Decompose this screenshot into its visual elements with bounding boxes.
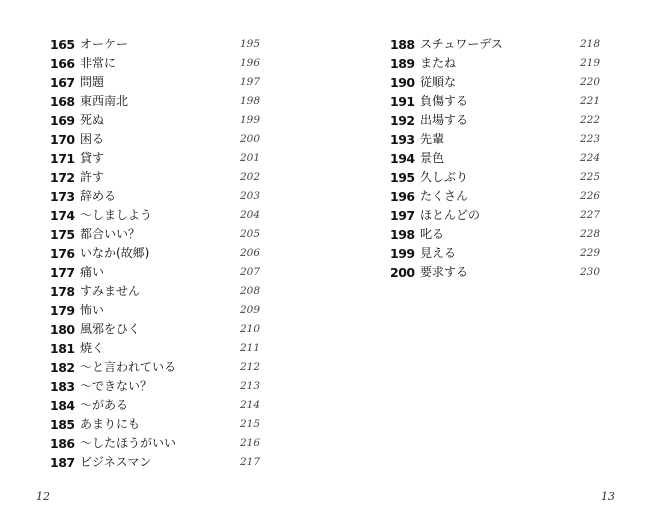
- toc-entry[interactable]: [390, 187, 600, 206]
- entry-number: 194: [390, 151, 415, 166]
- entry-number: 196: [390, 189, 415, 204]
- entry-number: 193: [390, 132, 415, 147]
- entry-page: 217: [239, 456, 260, 468]
- entry-term: 叱る: [420, 227, 445, 241]
- entry-term: あまりにも: [80, 417, 141, 431]
- entry-page: 202: [239, 171, 260, 183]
- entry-number: 174: [50, 208, 75, 223]
- entry-page: 199: [239, 114, 260, 126]
- entry-number: 178: [50, 284, 75, 299]
- entry-term: 見える: [420, 246, 457, 260]
- entry-term: すみません: [80, 284, 141, 298]
- entry-page: 195: [239, 38, 260, 50]
- entry-page: 212: [239, 361, 260, 373]
- entry-page: 226: [579, 190, 600, 202]
- entry-number: 165: [50, 37, 75, 52]
- toc-entry[interactable]: [50, 73, 260, 92]
- entry-term: いなか(故郷): [80, 246, 150, 260]
- entry-term: ～したほうがいい: [80, 436, 177, 450]
- entry-page: 222: [579, 114, 600, 126]
- entry-term: 痛い: [80, 265, 105, 279]
- entry-page: 208: [239, 285, 260, 297]
- entry-number: 199: [390, 246, 415, 261]
- entry-term: 焼く: [80, 341, 105, 355]
- toc-entry[interactable]: [50, 111, 260, 130]
- entry-page: 215: [239, 418, 260, 430]
- entry-page: 196: [239, 57, 260, 69]
- toc-entry[interactable]: [390, 206, 600, 225]
- entry-term: 貸す: [80, 151, 105, 165]
- entry-page: 205: [239, 228, 260, 240]
- toc-entry[interactable]: [50, 453, 260, 472]
- entry-page: 213: [239, 380, 260, 392]
- entry-term: 東西南北: [80, 94, 129, 108]
- entry-term: 許す: [80, 170, 105, 184]
- entry-number: 170: [50, 132, 75, 147]
- entry-number: 191: [390, 94, 415, 109]
- entry-number: 181: [50, 341, 75, 356]
- left-page-toc: [50, 35, 260, 472]
- toc-entry[interactable]: [50, 92, 260, 111]
- entry-page: 229: [579, 247, 600, 259]
- entry-number: 190: [390, 75, 415, 90]
- entry-number: 175: [50, 227, 75, 242]
- entry-page: 210: [239, 323, 260, 335]
- entry-page: 228: [579, 228, 600, 240]
- entry-number: 185: [50, 417, 75, 432]
- toc-entry[interactable]: [390, 244, 600, 263]
- toc-entry[interactable]: [390, 225, 600, 244]
- entry-term: 負傷する: [420, 94, 469, 108]
- entry-page: 218: [579, 38, 600, 50]
- entry-number: 186: [50, 436, 75, 451]
- entry-number: 168: [50, 94, 75, 109]
- entry-number: 180: [50, 322, 75, 337]
- entry-number: 171: [50, 151, 75, 166]
- entry-page: 219: [579, 57, 600, 69]
- entry-term: 先輩: [420, 132, 445, 146]
- entry-page: 230: [579, 266, 600, 278]
- entry-number: 192: [390, 113, 415, 128]
- entry-number: 188: [390, 37, 415, 52]
- entry-term: またね: [420, 56, 457, 70]
- toc-entry[interactable]: [390, 168, 600, 187]
- entry-number: 183: [50, 379, 75, 394]
- toc-entry[interactable]: [50, 130, 260, 149]
- entry-number: 167: [50, 75, 75, 90]
- toc-entry[interactable]: [390, 111, 600, 130]
- entry-term: 非常に: [80, 56, 117, 70]
- toc-entry[interactable]: [50, 301, 260, 320]
- entry-term: スチュワーデス: [420, 37, 503, 51]
- entry-page: 220: [579, 76, 600, 88]
- toc-entry[interactable]: [50, 339, 260, 358]
- toc-entry[interactable]: [390, 73, 600, 92]
- toc-entry[interactable]: [50, 415, 260, 434]
- toc-entry[interactable]: [50, 168, 260, 187]
- right-page-toc: [390, 35, 600, 282]
- toc-entry[interactable]: [50, 320, 260, 339]
- entry-term: 死ぬ: [80, 113, 105, 127]
- entry-page: 216: [239, 437, 260, 449]
- entry-number: 187: [50, 455, 75, 470]
- toc-entry[interactable]: [50, 54, 260, 73]
- right-page-number: 13: [601, 490, 615, 503]
- toc-entry[interactable]: [50, 206, 260, 225]
- toc-entry[interactable]: [390, 54, 600, 73]
- entry-page: 225: [579, 171, 600, 183]
- toc-entry[interactable]: [50, 225, 260, 244]
- entry-page: 227: [579, 209, 600, 221]
- entry-term: ビジネスマン: [80, 455, 152, 469]
- entry-term: 問題: [80, 75, 105, 89]
- entry-term: たくさん: [420, 189, 469, 203]
- entry-page: 214: [239, 399, 260, 411]
- entry-number: 169: [50, 113, 75, 128]
- toc-entry[interactable]: [50, 263, 260, 282]
- entry-page: 203: [239, 190, 260, 202]
- entry-term: 怖い: [80, 303, 105, 317]
- toc-entry[interactable]: [50, 282, 260, 301]
- entry-term: 従順な: [420, 75, 457, 89]
- entry-page: 209: [239, 304, 260, 316]
- entry-page: 198: [239, 95, 260, 107]
- entry-page: 207: [239, 266, 260, 278]
- entry-term: ～しましよう: [80, 208, 153, 222]
- entry-page: 201: [239, 152, 260, 164]
- entry-number: 179: [50, 303, 75, 318]
- entry-term: ～がある: [80, 398, 129, 412]
- toc-entry[interactable]: [50, 244, 260, 263]
- toc-entry[interactable]: [390, 35, 600, 54]
- entry-number: 176: [50, 246, 75, 261]
- entry-term: 風邪をひく: [80, 322, 141, 336]
- entry-term: 辞める: [80, 189, 117, 203]
- entry-page: 211: [239, 342, 260, 354]
- entry-page: 204: [239, 209, 260, 221]
- entry-number: 173: [50, 189, 75, 204]
- toc-entry[interactable]: [50, 149, 260, 168]
- entry-number: 172: [50, 170, 75, 185]
- entry-number: 166: [50, 56, 75, 71]
- entry-term: ～と言われている: [80, 360, 177, 374]
- toc-entry[interactable]: [50, 434, 260, 453]
- entry-number: 184: [50, 398, 75, 413]
- entry-page: 224: [579, 152, 600, 164]
- entry-term: 困る: [80, 132, 105, 146]
- entry-number: 198: [390, 227, 415, 242]
- entry-page: 200: [239, 133, 260, 145]
- toc-entry[interactable]: [390, 92, 600, 111]
- entry-term: オーケー: [80, 37, 129, 51]
- entry-page: 223: [579, 133, 600, 145]
- entry-term: ～できない？: [80, 379, 153, 393]
- entry-number: 200: [390, 265, 415, 280]
- toc-entry[interactable]: [390, 263, 600, 282]
- entry-term: ほとんどの: [420, 208, 481, 222]
- entry-term: 都合いい？: [80, 227, 141, 241]
- entry-number: 177: [50, 265, 75, 280]
- entry-page: 197: [239, 76, 260, 88]
- left-page-number: 12: [36, 490, 50, 503]
- entry-term: 出場する: [420, 113, 469, 127]
- toc-entry[interactable]: [50, 358, 260, 377]
- entry-page: 221: [579, 95, 600, 107]
- toc-entry[interactable]: [50, 396, 260, 415]
- entry-term: 要求する: [420, 265, 469, 279]
- entry-number: 182: [50, 360, 75, 375]
- toc-entry[interactable]: [390, 149, 600, 168]
- toc-entry[interactable]: [50, 187, 260, 206]
- entry-number: 189: [390, 56, 415, 71]
- entry-page: 206: [239, 247, 260, 259]
- entry-number: 195: [390, 170, 415, 185]
- entry-number: 197: [390, 208, 415, 223]
- entry-term: 久しぶり: [420, 170, 469, 184]
- toc-entry[interactable]: [50, 35, 260, 54]
- entry-term: 景色: [420, 151, 445, 165]
- toc-entry[interactable]: [50, 377, 260, 396]
- toc-entry[interactable]: [390, 130, 600, 149]
